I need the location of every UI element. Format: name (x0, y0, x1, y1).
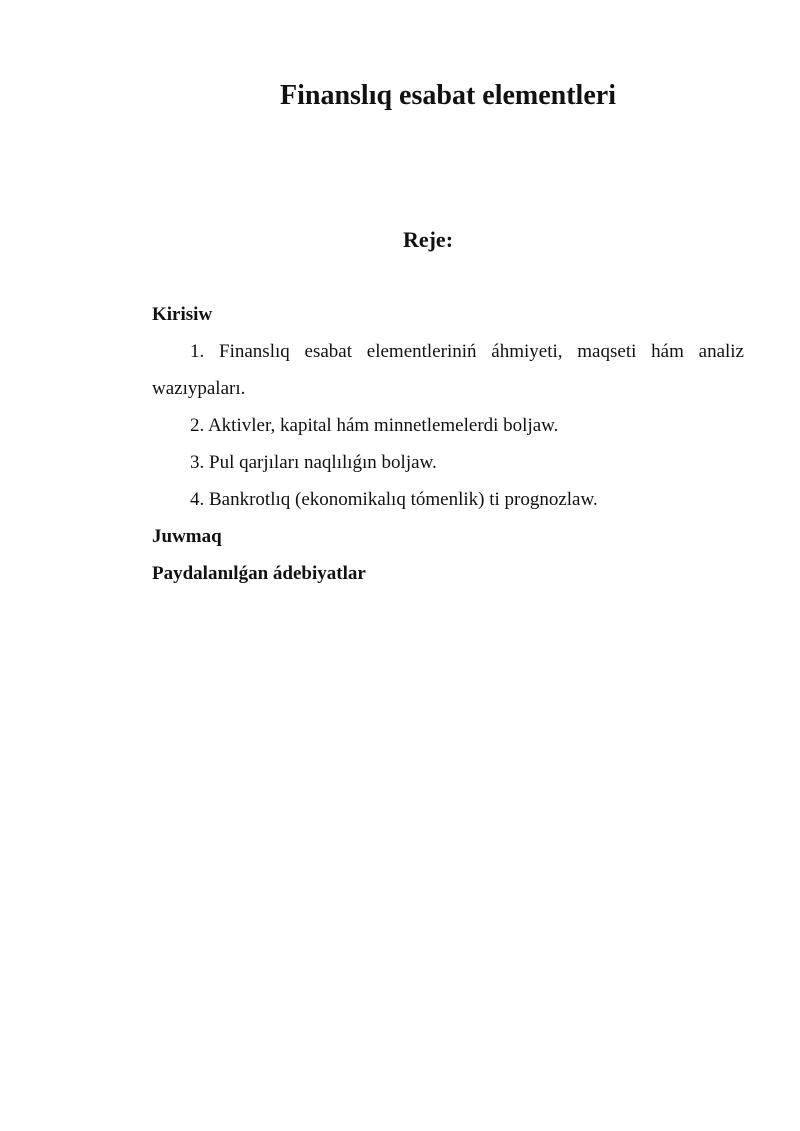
intro-heading: Kirisiw (152, 304, 213, 325)
plan-item-2: 2. Aktivler, kapital hám minnetlemelerdi boljaw. (190, 415, 559, 436)
plan-item-3: 3. Pul qarjıları naqlılıǵın boljaw. (190, 452, 437, 473)
plan-heading: Reje: (402, 227, 454, 252)
document-title: Finanslıq esabat elementleri (280, 80, 616, 111)
plan-item-4: 4. Bankrotlıq (ekonomikalıq tómenlik) ti prognozlaw. (190, 489, 598, 510)
conclusion-heading: Juwmaq (152, 526, 222, 547)
references-heading: Paydalanılǵan ádebiyatlar (152, 563, 366, 584)
plan-contents (152, 296, 744, 592)
plan-item-1: 1. Finanslıq esabat elementleriniń áhmiyeti, maqseti hám analiz wazıypaları. (152, 341, 744, 399)
